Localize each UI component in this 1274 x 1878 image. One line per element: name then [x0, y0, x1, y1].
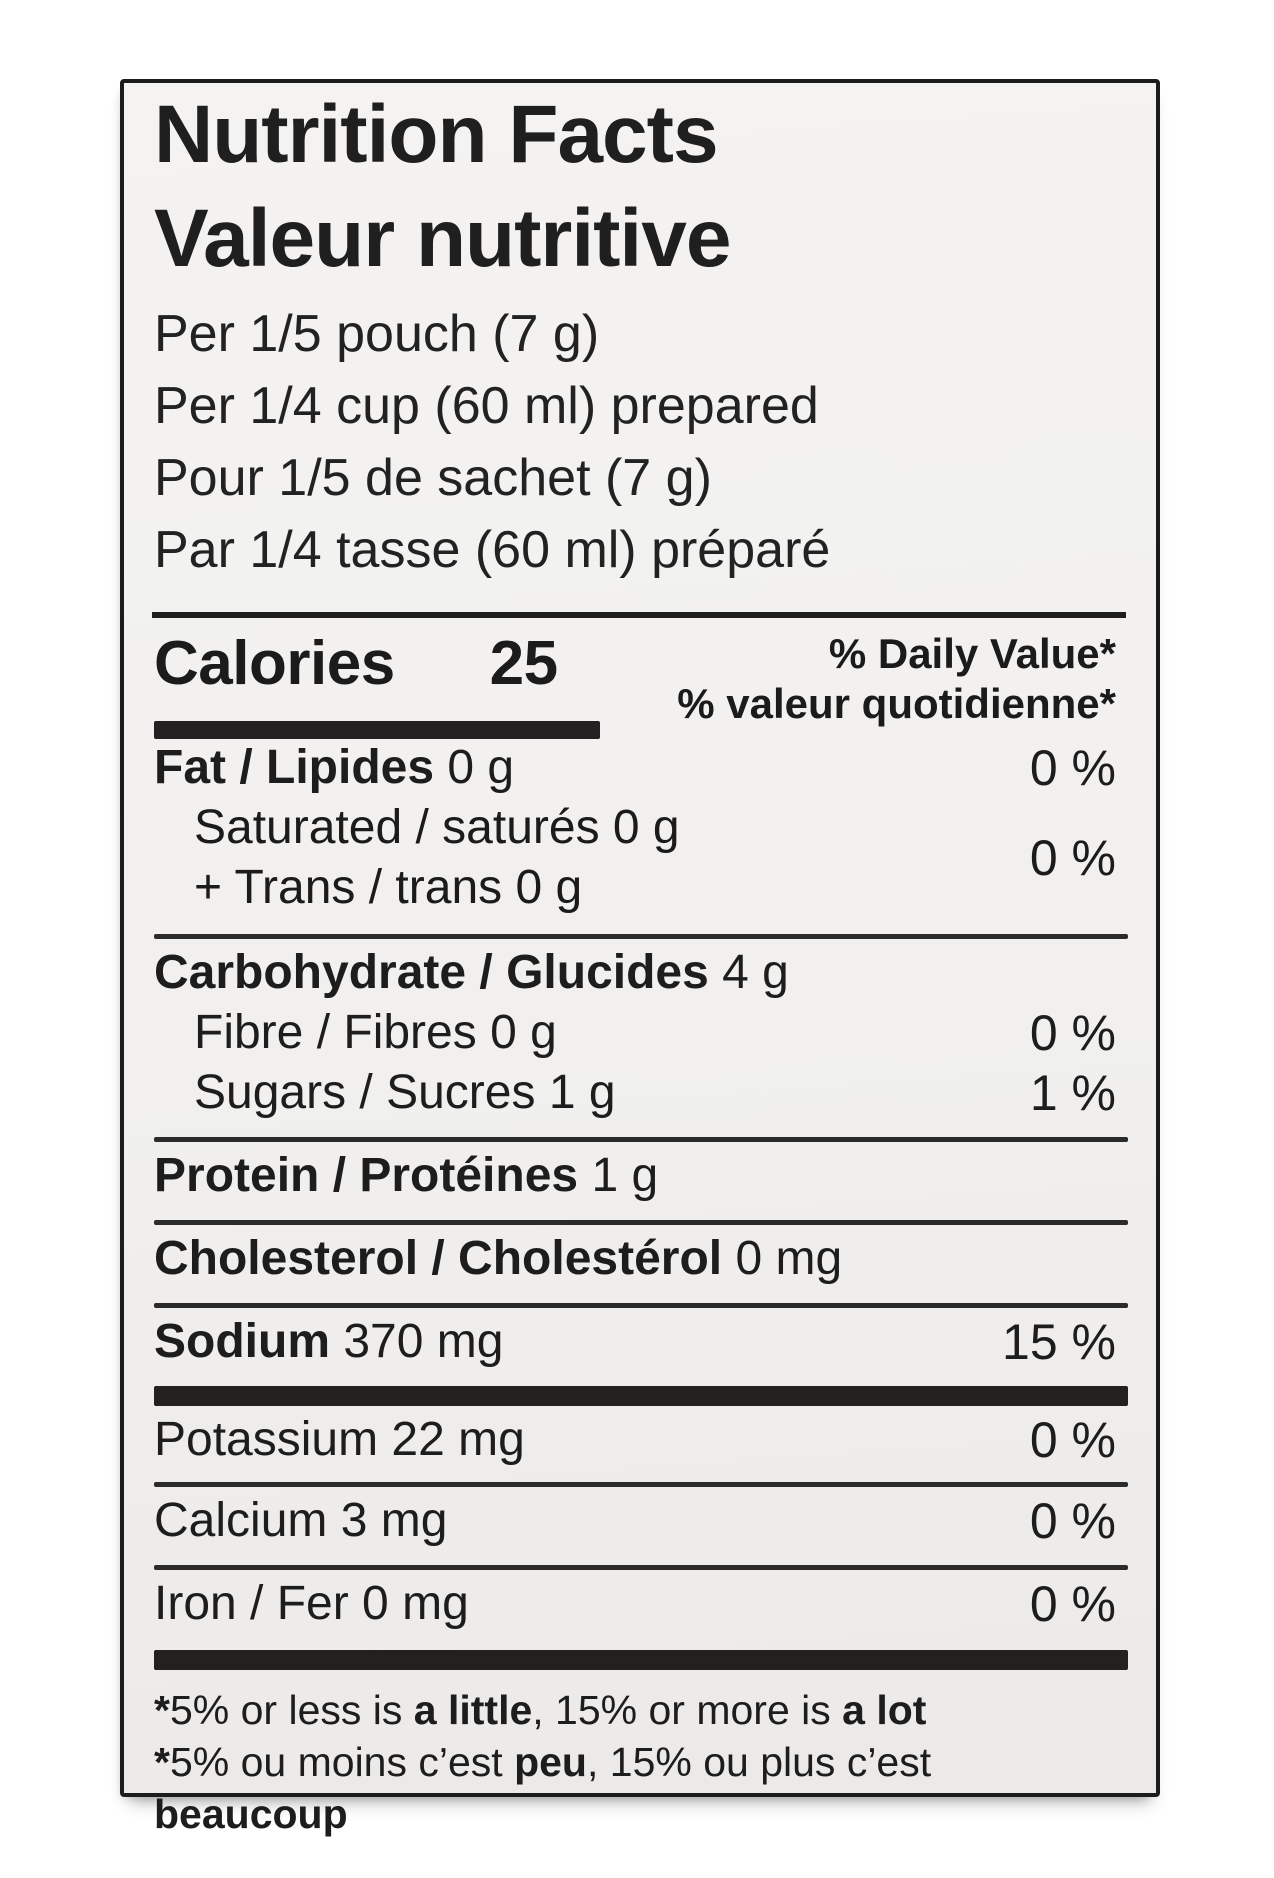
potassium-name: Potassium 22 mg [154, 1413, 525, 1466]
trans-line: + Trans / trans 0 g [194, 861, 583, 914]
iron-percent: 0 % [1029, 1576, 1116, 1632]
calories-row [154, 629, 1116, 729]
nutrient-row-sodium [154, 1312, 1116, 1372]
fibre-percent: 0 % [1029, 1005, 1116, 1061]
separator-thick [154, 1650, 1128, 1670]
nutrient-row-sugars [154, 1063, 1116, 1123]
footnote-fr-beaucoup: beaucoup [154, 1791, 348, 1837]
protein-name-bold: Protein / Protéines [154, 1149, 579, 1202]
carbohydrate-name [154, 943, 789, 1003]
potassium-percent: 0 % [1029, 1412, 1116, 1468]
serving-line-en-prepared: Per 1/4 cup (60 ml) prepared [154, 377, 819, 435]
nutrient-row-protein [154, 1146, 1116, 1206]
sodium-name-bold: Sodium [154, 1315, 330, 1368]
title-fr: Valeur nutritive [154, 193, 731, 284]
protein-name [154, 1146, 658, 1206]
nutrient-row-cholesterol [154, 1229, 1116, 1289]
footnote-fr-peu: peu [514, 1739, 587, 1785]
fibre-name: Fibre / Fibres 0 g [194, 1006, 557, 1059]
footnote-fr-part2: , 15% ou plus c’est [586, 1739, 932, 1785]
separator-thin [154, 1565, 1128, 1570]
saturated-line: Saturated / saturés 0 g [194, 801, 680, 854]
saturated-trans-percent: 0 % [1029, 830, 1116, 886]
protein-amount: 1 g [578, 1149, 659, 1202]
cholesterol-name [154, 1229, 842, 1289]
footnote-fr [154, 1736, 1116, 1840]
footnote-fr-star: * [154, 1739, 170, 1785]
footnote-en-part2: , 15% or more is [532, 1687, 843, 1733]
sugars-percent: 1 % [1029, 1065, 1116, 1121]
separator-medium [152, 612, 1126, 618]
calories-left [154, 629, 558, 699]
fat-amount: 0 g [434, 741, 515, 794]
separator-thin [154, 1482, 1128, 1487]
label-inner [124, 83, 1156, 1837]
title-en: Nutrition Facts [154, 89, 718, 180]
footnote-en-part1: 5% or less is [169, 1687, 414, 1733]
daily-value-header [677, 629, 1116, 729]
sodium-amount: 370 mg [330, 1315, 504, 1368]
sugars-name: Sugars / Sucres 1 g [194, 1066, 616, 1119]
fat-name-bold: Fat / Lipides [154, 741, 435, 794]
carbohydrate-amount: 4 g [708, 946, 789, 999]
cholesterol-name-bold: Cholesterol / Cholestérol [154, 1232, 723, 1285]
sodium-name [154, 1312, 503, 1372]
daily-value-header-en: % Daily Value* [828, 630, 1116, 677]
saturated-trans-lines [154, 798, 680, 918]
calcium-name: Calcium 3 mg [154, 1494, 448, 1547]
nutrient-row-calcium [154, 1491, 1116, 1551]
nutrient-row-saturated-trans [154, 798, 1116, 918]
separator-thin [154, 1303, 1128, 1308]
calories-value: 25 [489, 629, 558, 698]
nutrient-row-iron [154, 1574, 1116, 1634]
nutrients-table [154, 738, 1116, 1840]
calories-underline-bar [154, 721, 600, 739]
footnote-en-star: * [154, 1687, 170, 1733]
serving-line-fr-prepared: Par 1/4 tasse (60 ml) préparé [154, 521, 831, 579]
nutrient-row-fibre [154, 1003, 1116, 1063]
separator-thin [154, 1137, 1128, 1142]
nutrient-row-carbohydrate [154, 943, 1116, 1003]
carbohydrate-name-bold: Carbohydrate / Glucides [154, 946, 709, 999]
fat-percent: 0 % [1029, 740, 1116, 796]
serving-line-fr-dry: Pour 1/5 de sachet (7 g) [154, 449, 712, 507]
fat-name [154, 738, 514, 798]
sodium-percent: 15 % [1002, 1314, 1116, 1370]
footnote-fr-part1: 5% ou moins c’est [169, 1739, 515, 1785]
serving-line-en-dry: Per 1/5 pouch (7 g) [154, 305, 600, 363]
nutrition-facts-label [120, 79, 1160, 1837]
title-block [154, 83, 1116, 291]
nutrient-row-fat [154, 738, 1116, 798]
daily-value-header-fr: % valeur quotidienne* [677, 680, 1116, 727]
footnote-en-a-little: a little [413, 1687, 533, 1733]
calories-label: Calories [154, 629, 395, 698]
serving-block [154, 298, 1116, 586]
cholesterol-amount: 0 mg [722, 1232, 843, 1285]
separator-thick [154, 1386, 1128, 1406]
footnote-en-a-lot: a lot [842, 1687, 927, 1733]
separator-thin [154, 1220, 1128, 1225]
footnote-en [154, 1684, 1116, 1736]
nutrient-row-potassium [154, 1410, 1116, 1470]
calcium-percent: 0 % [1029, 1493, 1116, 1549]
iron-name: Iron / Fer 0 mg [154, 1577, 469, 1630]
separator-thin [154, 934, 1128, 939]
